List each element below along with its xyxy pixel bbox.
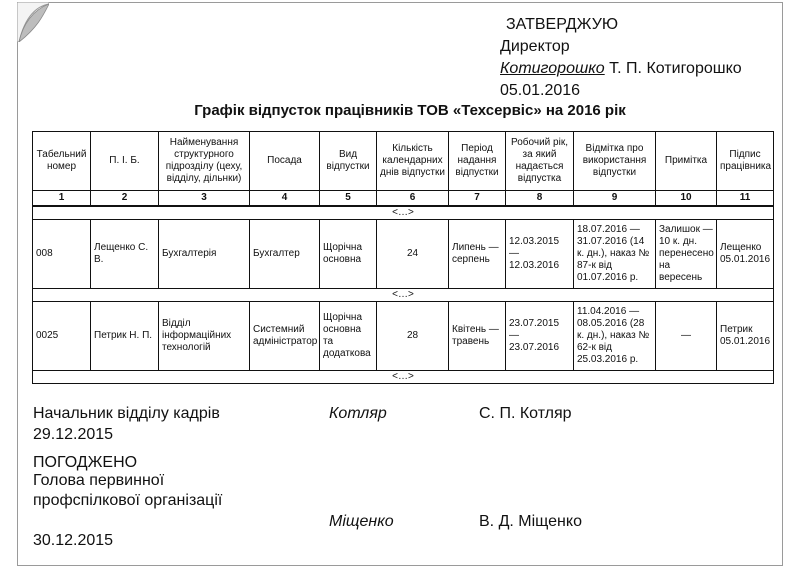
agreed-name: В. Д. Міщенко [479,513,582,530]
days-cell: 28 [377,302,449,371]
column-number: 2 [91,191,159,207]
column-number: 11 [717,191,774,207]
remark-cell: Залишок — 10 к. дн. перенесено на вересень [656,220,717,289]
column-number: 10 [656,191,717,207]
days-cell: 24 [377,220,449,289]
vacation-type-cell: Щорічна основна [320,220,377,289]
column-number: 3 [159,191,250,207]
document-title: Графік відпусток працівників ТОВ «Техсервіс» на 2016 рік [194,102,626,119]
column-number: 9 [574,191,656,207]
header-cell: Примітка [656,132,717,191]
header-cell: Вид відпустки [320,132,377,191]
name-cell: Петрик Н. П. [91,302,159,371]
director-name: Т. П. Котигорошко [609,60,742,77]
approval-heading: ЗАТВЕРДЖУЮ [506,16,619,33]
hr-signature: Котляр [329,405,387,422]
employee-signature-cell: Лещенко 05.01.2016 [717,220,774,289]
department-cell: Бухгалтерія [159,220,250,289]
position-cell: Системний адміністратор [250,302,320,371]
hr-position: Начальник відділу кадрів [33,405,220,422]
header-cell: Підпис працівника [717,132,774,191]
table-row [33,220,774,289]
header-cell: Кількість календарних днів відпустки [377,132,449,191]
column-number: 6 [377,191,449,207]
column-number-row [33,191,774,207]
table-row [33,302,774,371]
agreed-signature: Міщенко [329,513,394,530]
employee-signature-cell: Петрик 05.01.2016 [717,302,774,371]
approval-date: 05.01.2016 [500,82,581,99]
ellipsis-row [33,206,774,220]
header-cell: Період надання відпустки [449,132,506,191]
ellipsis-cell: <…> [33,206,774,220]
column-number: 5 [320,191,377,207]
column-number: 4 [250,191,320,207]
header-cell: Табельний номер [33,132,91,191]
hr-date: 29.12.2015 [33,426,114,443]
ellipsis-row [33,371,774,384]
header-cell: Робочий рік, за який надається відпустка [506,132,574,191]
position-cell: Бухгалтер [250,220,320,289]
column-number: 7 [449,191,506,207]
department-cell: Відділ інформаційних технологій [159,302,250,371]
tab-number-cell: 0025 [33,302,91,371]
approval-position: Директор [500,38,570,55]
column-number: 8 [506,191,574,207]
director-signature: Котигорошко [500,60,605,77]
usage-note-cell: 18.07.2016 — 31.07.2016 (14 к. дн.), наказ № 87-к від 01.07.2016 р. [574,220,656,289]
page-curl-icon [17,2,49,42]
column-number: 1 [33,191,91,207]
name-cell: Лещенко С. В. [91,220,159,289]
hr-name: С. П. Котляр [479,405,572,422]
header-cell: Посада [250,132,320,191]
header-cell: П. І. Б. [91,132,159,191]
approval-signature-line [500,58,742,80]
usage-note-cell: 11.04.2016 — 08.05.2016 (28 к. дн.), наказ № 62-к від 25.03.2016 р. [574,302,656,371]
ellipsis-row [33,289,774,302]
agreed-date: 30.12.2015 [33,532,114,549]
tab-number-cell: 008 [33,220,91,289]
vacation-schedule-table [32,131,774,384]
agreed-position-line1: Голова первинної [33,472,165,489]
work-year-cell: 12.03.2015 — 12.03.2016 [506,220,574,289]
ellipsis-cell: <…> [33,289,774,302]
vacation-type-cell: Щорічна основна та додаткова [320,302,377,371]
remark-cell: — [656,302,717,371]
approval-block [500,14,742,102]
period-cell: Квітень — травень [449,302,506,371]
work-year-cell: 23.07.2015 — 23.07.2016 [506,302,574,371]
agreed-position-line2: профспілкової організації [33,492,223,509]
period-cell: Липень — серпень [449,220,506,289]
header-cell: Найменування структурного підрозділу (цеху, відділу, дільнки) [159,132,250,191]
header-cell: Відмітка про використання відпустки [574,132,656,191]
table-header-row [33,132,774,191]
ellipsis-cell: <…> [33,371,774,384]
agreed-heading: ПОГОДЖЕНО [33,454,138,471]
